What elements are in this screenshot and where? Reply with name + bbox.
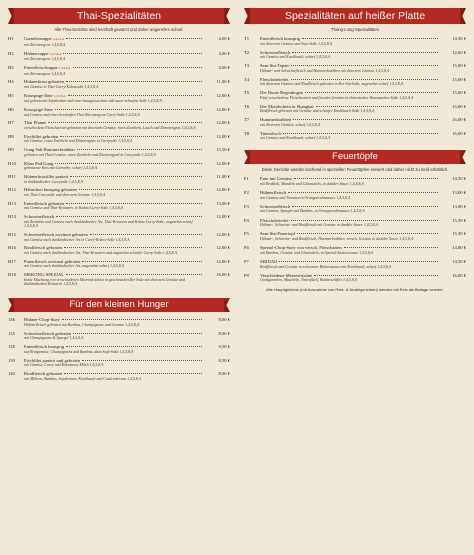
platte-intro: Thang-Long-Spezialitäten bbox=[331, 27, 379, 32]
item-name: Schweinefleisch bbox=[24, 214, 55, 220]
menu-item-row bbox=[244, 131, 466, 137]
item-description: mit Zitronengras 1,4,5,8,A bbox=[24, 42, 66, 47]
menu-item bbox=[8, 232, 230, 242]
item-price: 15,00 € bbox=[452, 63, 466, 69]
item-price: 14,50 € bbox=[452, 36, 466, 42]
leader-dots bbox=[291, 65, 438, 66]
item-price: 11,00 € bbox=[216, 173, 230, 179]
item-price: 15,00 € bbox=[452, 103, 466, 109]
item-allergen-mark: 1,4,5,8,A bbox=[52, 37, 65, 42]
menu-item bbox=[8, 245, 230, 255]
item-code: F3 bbox=[244, 203, 249, 209]
item-price: 16,00 € bbox=[452, 130, 466, 136]
menu-item-row bbox=[8, 245, 230, 251]
item-name: Hühnersuppe bbox=[24, 50, 49, 56]
item-price: 12,00 € bbox=[216, 133, 230, 139]
item-description: in thailändischer Currysoße 1,4,5,8,A bbox=[24, 179, 83, 184]
item-price: 9,50 € bbox=[218, 344, 230, 350]
item-description: mit Zwiebeln und Gemüse nach thailändischer Art, Thai-Kräutern und Kokos-Curry-Soße, angenehm scharf 1,4,5,8,A bbox=[24, 219, 193, 229]
item-price: 15,50 € bbox=[216, 147, 230, 153]
menu-item bbox=[244, 104, 466, 114]
item-name: Fleischdreierlei bbox=[260, 76, 289, 82]
menu-item-row bbox=[8, 371, 230, 377]
item-price: 4,00 € bbox=[218, 36, 230, 42]
item-description: Großgarnelen, Muscheln, Tintenfisch, Rotbarschfilet 1,4,5,8,A bbox=[260, 278, 358, 283]
menu-item-row bbox=[244, 273, 466, 279]
item-allergen-mark: 1,4,5,8,A bbox=[58, 65, 71, 70]
leader-dots bbox=[64, 247, 202, 248]
menu-item-row bbox=[8, 259, 230, 265]
item-code: H6 bbox=[8, 107, 14, 113]
menu-item bbox=[244, 63, 466, 73]
item-price: 14,50 € bbox=[452, 176, 466, 182]
leader-dots bbox=[66, 38, 202, 39]
thai-items-list bbox=[8, 36, 230, 287]
item-code: 138 bbox=[8, 344, 15, 350]
leader-dots bbox=[297, 233, 438, 234]
item-price: 12,00 € bbox=[216, 187, 230, 193]
feuer-intro: Diese Gerichte werden kochend in speziellen Feuertöpfen serviert und daher nicht zu heiß erhältlich. bbox=[261, 167, 449, 173]
item-name: Entenfleisch knusprig bbox=[260, 36, 301, 42]
item-price: 12,00 € bbox=[216, 120, 230, 126]
menu-item-row bbox=[8, 65, 230, 72]
item-price: 12,00 € bbox=[216, 232, 230, 238]
leader-dots bbox=[62, 319, 202, 320]
leader-dots bbox=[90, 234, 202, 235]
item-name: Hähnchen knusprig gebraten bbox=[24, 187, 77, 193]
menu-item bbox=[244, 204, 466, 214]
menu-item-row bbox=[8, 344, 230, 350]
item-name: Hummerkrabben bbox=[260, 117, 292, 123]
menu-item-row bbox=[244, 77, 466, 83]
item-price: 15,50 € bbox=[452, 217, 466, 223]
item-price: 16,00 € bbox=[216, 272, 230, 278]
item-price: 4,00 € bbox=[218, 50, 230, 56]
item-description: mit Thai-Currysoße und diversem Gemüse 1,4,5,8,A bbox=[24, 192, 106, 197]
item-code: F8 bbox=[244, 272, 249, 278]
platte-section bbox=[244, 8, 466, 141]
item-code: F4 bbox=[244, 217, 249, 223]
menu-item bbox=[8, 93, 230, 104]
item-description: mit Möhren, Bambus, Sojakeimen, Knoblauch und Cashewkernen 1,4,5,8,A bbox=[24, 377, 142, 382]
item-code: T1 bbox=[244, 36, 250, 42]
menu-item-row bbox=[8, 317, 230, 323]
item-price: 4,00 € bbox=[218, 64, 230, 70]
item-name: Schweinefleisch zweimal gebraten bbox=[24, 232, 88, 238]
item-name: Entenfleischsuppe bbox=[24, 64, 58, 70]
item-description: mit Champignons & Spargel 1,4,5,8,A bbox=[24, 336, 84, 341]
item-name: Schweinefleisch bbox=[260, 49, 291, 55]
leader-dots bbox=[302, 38, 438, 39]
leader-dots bbox=[279, 261, 438, 262]
item-price: 8,50 € bbox=[218, 357, 230, 363]
item-name: Verschiedene Meeresfrüchte bbox=[260, 272, 313, 278]
item-description: mit Gemüse und Tomaten in Orangenrahmsauce 1,4,5,8,A bbox=[260, 195, 351, 200]
item-code: H15 bbox=[8, 232, 16, 238]
leader-dots bbox=[55, 163, 202, 164]
item-price: 12,00 € bbox=[216, 245, 230, 251]
menu-item-row bbox=[8, 93, 230, 100]
leader-dots bbox=[63, 53, 202, 54]
item-price: 13,00 € bbox=[452, 203, 466, 209]
menu-item bbox=[8, 79, 230, 89]
menu-item bbox=[8, 317, 230, 327]
item-code: T4 bbox=[244, 76, 250, 82]
item-description: mit Gemüse und Knoblauch, scharf 1,4,5,8,A bbox=[260, 136, 331, 141]
leader-dots bbox=[66, 346, 202, 347]
item-price: 16,00 € bbox=[452, 272, 466, 278]
feuer-section bbox=[244, 150, 466, 283]
leader-dots bbox=[344, 247, 438, 248]
item-description: mit Gemüse in Thai-Curry-Kokossoße 1,4,5,8,A bbox=[24, 84, 99, 89]
item-code: H16 bbox=[8, 245, 16, 251]
leader-dots bbox=[66, 203, 202, 204]
leader-dots bbox=[82, 360, 202, 361]
menu-item bbox=[244, 190, 466, 200]
leader-dots bbox=[292, 52, 438, 53]
item-description: bunte Mischung von verschiedenen Meeresfrüchten in geschmackvoller Soße mit diversem Gemüse und thailändischen Kräutern 1,4,5,8,A bbox=[24, 277, 185, 287]
menu-item-row bbox=[244, 259, 466, 265]
item-description: mit Zitronengras 1,4,5,8,A bbox=[24, 57, 66, 62]
menu-item-row bbox=[244, 90, 466, 96]
item-name: SHIJIAO bbox=[260, 258, 278, 264]
menu-item-row bbox=[244, 63, 466, 69]
leader-dots bbox=[66, 274, 202, 275]
item-code: T8 bbox=[244, 130, 250, 136]
item-name: Schweinefleisch gebraten bbox=[24, 330, 72, 336]
item-description: mit Bambus, Gemüse und Glasnudeln, in Spezial-Austernsauce 1,4,5,8,A bbox=[260, 250, 374, 255]
item-description: auf Bratgemüse, Champignons und Bambus, dazu Soja-Soße 1,4,5,8,A bbox=[24, 349, 134, 354]
item-description: mit Gemüse, Curry und Kokosnuss-Milch 1,4,5,8,A bbox=[24, 363, 104, 368]
item-name: Gung Sab Hummerkrabben bbox=[24, 147, 75, 153]
item-code: T7 bbox=[244, 117, 250, 123]
item-name: Fleischdreierlei bbox=[260, 217, 289, 223]
menu-item-row bbox=[8, 358, 230, 364]
leader-dots bbox=[82, 261, 202, 262]
item-name: Putenfleisch zweimal gebraten bbox=[24, 258, 81, 264]
item-name: Fischfilet gebraten bbox=[24, 133, 59, 139]
item-code: 139 bbox=[8, 357, 15, 363]
menu-item-row bbox=[8, 51, 230, 58]
menu-item-row bbox=[8, 331, 230, 337]
item-description: mit Gemüse, Spargel und Bambus, in Orangenrahmsauce 1,4,5,8,A bbox=[260, 209, 365, 214]
item-description: mit diversem Gemüse und Soja-Soße 1,4,5,8,A bbox=[260, 41, 333, 46]
item-price: 12,00 € bbox=[216, 214, 230, 220]
item-code: H8 bbox=[8, 133, 14, 139]
leader-dots bbox=[55, 109, 202, 110]
item-description: mit Gemüse nach thailändischer Art, angenehm scharf 1,4,5,8,A bbox=[24, 264, 124, 269]
leader-dots bbox=[283, 133, 438, 134]
menu-item bbox=[244, 90, 466, 100]
item-code: H5 bbox=[8, 92, 14, 98]
item-description: Hühner-, Schweine- und Rindfleisch mit Gemüse in dunkler Sauce 1,4,5,8,A bbox=[260, 223, 378, 228]
leader-dots bbox=[291, 79, 438, 80]
leader-dots bbox=[293, 119, 438, 120]
item-code: F7 bbox=[244, 258, 249, 264]
item-price: 11,00 € bbox=[216, 79, 230, 85]
item-price: 12,00 € bbox=[216, 258, 230, 264]
leader-dots bbox=[79, 189, 202, 190]
item-price: 13,00 € bbox=[452, 190, 466, 196]
item-name: Hühnerbrust gebraten bbox=[24, 79, 64, 85]
menu-item bbox=[8, 65, 230, 76]
menu-item-row bbox=[8, 174, 230, 180]
menu-item-row bbox=[244, 104, 466, 110]
menu-item-row bbox=[8, 161, 230, 167]
menu-item bbox=[244, 117, 466, 127]
menu-item bbox=[244, 77, 466, 87]
item-name: Schweinefleisch bbox=[260, 203, 291, 209]
item-name: Tintenfisch bbox=[260, 130, 281, 136]
menu-item-row bbox=[8, 187, 230, 193]
leader-dots bbox=[292, 206, 438, 207]
item-description: mit Zitronengras 1,4,5,8,A bbox=[24, 71, 66, 76]
item-name: Knusprige Ente bbox=[24, 107, 53, 113]
menu-item bbox=[8, 259, 230, 269]
item-code: H10 bbox=[8, 160, 16, 166]
item-description: mit Gemüse und Knoblauch, scharf 1,4,5,8,A bbox=[260, 55, 331, 60]
item-code: T6 bbox=[244, 103, 250, 109]
item-description: mit Brokkoli, Mandeln und Glasnudeln, in dunkler Sauce 1,4,5,8,A bbox=[260, 181, 364, 186]
item-name: Entenfleisch knusprig bbox=[24, 344, 65, 350]
item-description: mit Gemüse nach thailändischer Art, Thai-Kräutern und angenehm scharfer Curry-Soße 1,4,5,8,A bbox=[24, 251, 177, 256]
menu-item-row bbox=[244, 190, 466, 196]
menu-item-row bbox=[244, 117, 466, 123]
item-name: Thai Pfanne bbox=[24, 120, 47, 126]
item-code: H7 bbox=[8, 120, 14, 126]
leader-dots bbox=[64, 373, 202, 374]
item-name: Garnelensuppe bbox=[24, 36, 52, 42]
leader-dots bbox=[56, 216, 202, 217]
footnote: Alle Hauptgerichte (mit Ausnahme von Reis- & Nudelgerichten) werden mit Reis als Beilage serviert. bbox=[266, 286, 444, 292]
menu-item bbox=[244, 218, 466, 228]
menu-item bbox=[8, 120, 230, 130]
item-code: H9 bbox=[8, 147, 14, 153]
item-code: H11 bbox=[8, 173, 16, 179]
item-price: 14,00 € bbox=[452, 245, 466, 251]
hunger-section bbox=[8, 298, 230, 382]
item-price: 12,00 € bbox=[216, 160, 230, 166]
item-price: 16,00 € bbox=[452, 117, 466, 123]
menu-item bbox=[244, 36, 466, 46]
item-name: Khao Pad Gung bbox=[24, 160, 54, 166]
item-name: Rindfleisch gebraten bbox=[24, 371, 63, 377]
platte-title: Spezialitäten auf heißer Platte bbox=[250, 8, 460, 24]
menu-item bbox=[8, 174, 230, 184]
item-description: auf Gemüse und einer herzhaften Thai-Zitronengras-Curry-Soße 1,4,5,8,A bbox=[24, 112, 140, 117]
item-name: Ente mit Gemüse bbox=[260, 176, 292, 182]
menu-item bbox=[8, 331, 230, 341]
item-code: H2 bbox=[8, 50, 14, 56]
leader-dots bbox=[73, 67, 202, 68]
leader-dots bbox=[70, 176, 202, 177]
menu-item bbox=[8, 371, 230, 381]
thai-section bbox=[8, 8, 230, 287]
menu-item bbox=[8, 214, 230, 229]
right-column bbox=[244, 8, 466, 292]
leader-dots bbox=[291, 220, 438, 221]
menu-item-row bbox=[244, 36, 466, 42]
item-description: mit Gemüse nach thailändischer Art in Curry-Kokos-Soße 1,4,5,8,A bbox=[24, 237, 130, 242]
feuer-items-list bbox=[244, 176, 466, 283]
leader-dots bbox=[66, 81, 202, 82]
hunger-items-list bbox=[8, 317, 230, 382]
item-code: H1 bbox=[8, 36, 14, 42]
item-name: Hühnerfleisch bbox=[260, 190, 287, 196]
item-price: 15,00 € bbox=[452, 90, 466, 96]
menu-item bbox=[244, 273, 466, 283]
menu-item bbox=[8, 36, 230, 47]
item-description: mit Gemüse, roten Zwiebeln und Zitronengras in Currysoße 1,4,5,8,A bbox=[24, 139, 133, 144]
menu-item-row bbox=[8, 36, 230, 43]
leader-dots bbox=[77, 149, 202, 150]
item-code: T2 bbox=[244, 49, 250, 55]
item-name: Fischfilet paniert und gebraten bbox=[24, 357, 81, 363]
menu-item bbox=[8, 272, 230, 287]
item-code: F2 bbox=[244, 190, 249, 196]
item-name: Der Mondschein in Shanghai bbox=[260, 103, 314, 109]
menu-item-row bbox=[8, 120, 230, 126]
menu-item bbox=[244, 50, 466, 60]
item-price: 8,00 € bbox=[218, 371, 230, 377]
leader-dots bbox=[314, 275, 438, 276]
thai-intro: Alle Thai-Gerichte sind herzhaft gewürzt und daher angenehm scharf. bbox=[54, 27, 184, 32]
menu-item-row bbox=[244, 245, 466, 251]
leader-dots bbox=[294, 178, 438, 179]
item-description: gebratener Reis mit Garnelen, scharf 1,4,5,8,A bbox=[24, 166, 98, 171]
menu-item-row bbox=[244, 176, 466, 182]
item-description: Hühner-, Schweine- und Rindfleisch, Hummerkrabben, versch. Gemüse in dunkler Sauce 1,4,5,8,A bbox=[260, 237, 414, 241]
item-description: auf gebratenen Sojakeimen und einer hausgemachten süß-sauer-scharfen Soße 1,4,5,8,A bbox=[24, 99, 162, 104]
item-code: F6 bbox=[244, 245, 249, 251]
item-code: 136 bbox=[8, 317, 15, 323]
menu-item bbox=[8, 358, 230, 368]
item-description: mit Gemüse und Thai-Kräutern, in Kokos-Curry-Soße 1,4,5,8,A bbox=[24, 206, 124, 211]
leader-dots bbox=[48, 122, 202, 123]
menu-item bbox=[8, 51, 230, 62]
menu-item bbox=[8, 161, 230, 171]
item-price: 8,00 € bbox=[218, 330, 230, 336]
item-code: T3 bbox=[244, 63, 250, 69]
leader-dots bbox=[305, 92, 438, 93]
item-name: Sam-Sin-Tepan bbox=[260, 63, 289, 69]
menu-item-row bbox=[8, 107, 230, 113]
item-code: H13 bbox=[8, 200, 16, 206]
item-price: 15,50 € bbox=[452, 231, 466, 237]
menu-item-row bbox=[8, 232, 230, 238]
leader-dots bbox=[68, 95, 202, 96]
item-code: 135 bbox=[8, 330, 15, 336]
feuer-title: Feuertöpfe bbox=[250, 150, 460, 164]
item-description: gebraten mit Thai-Gemüse, roten Zwiebeln und Zitronengrad in Currysoße 1,4,5,8,A bbox=[24, 152, 156, 157]
platte-items-list bbox=[244, 36, 466, 141]
left-column bbox=[8, 8, 230, 385]
item-name: Hühnerbrustfilet paniert bbox=[24, 173, 69, 179]
item-code: H3 bbox=[8, 64, 14, 70]
item-name: Spezial-Chop-Suey von versch. Fleischarten bbox=[260, 245, 342, 251]
menu-item bbox=[8, 134, 230, 144]
leader-dots bbox=[60, 136, 202, 137]
item-code: H14 bbox=[8, 214, 16, 220]
item-price: 12,00 € bbox=[216, 92, 230, 98]
item-description: mit diversem Gemüse und Rindfleisch gebraten in Hoi-Sin-Soße, angenehm scharf 1,4,5,8,A bbox=[260, 82, 404, 87]
item-price: 14,50 € bbox=[452, 258, 466, 264]
menu-item bbox=[8, 187, 230, 197]
item-code: F5 bbox=[244, 231, 249, 237]
item-code: F1 bbox=[244, 176, 249, 182]
menu-item bbox=[244, 245, 466, 255]
menu-item-row bbox=[8, 201, 230, 207]
hunger-title: Für den kleinen Hunger bbox=[14, 298, 224, 312]
item-name: Entenfleisch gebraten bbox=[24, 200, 64, 206]
item-price: 12,00 € bbox=[452, 49, 466, 55]
item-code: H4 bbox=[8, 79, 14, 85]
menu-item-row bbox=[244, 50, 466, 56]
item-price: 15,00 € bbox=[452, 76, 466, 82]
item-description: Rindfleisch gebraten mit Gemüse und scharfer Knoblauch-Soße 1,4,5,8,A bbox=[260, 109, 375, 114]
item-name: MEKONG-SPEZIAL bbox=[24, 272, 65, 278]
item-description: Hühner- und Schweinefleisch und Hummerkrabben mit diversem Gemüse 1,4,5,8,A bbox=[260, 68, 390, 73]
leader-dots bbox=[288, 192, 438, 193]
item-code: 140 bbox=[8, 371, 15, 377]
leader-dots bbox=[316, 106, 438, 107]
item-name: Hühner-Chop-Suey bbox=[24, 317, 60, 323]
menu-item bbox=[8, 107, 230, 117]
menu-item-row bbox=[8, 214, 230, 220]
menu-item bbox=[244, 231, 466, 241]
item-allergen-mark: 1,4,5,8,A bbox=[49, 51, 62, 56]
item-description: mit diversem Gemüse, scharf 1,4,5,8,A bbox=[260, 122, 321, 127]
menu-item bbox=[8, 201, 230, 211]
menu-item bbox=[244, 131, 466, 141]
thai-title: Thai-Spezialitäten bbox=[14, 8, 224, 24]
item-name: Der Bunte Regenbogen bbox=[260, 90, 304, 96]
item-description: Hühnerfleisch gebraten mit Bambus, Champignons und Gemüse 1,4,5,8,A bbox=[24, 322, 140, 327]
item-description: Fünf verschiedene Fleischsorten und frisches Gemüse in chinesischer Hausmacher-Soße 1,4,5,8,A bbox=[260, 95, 414, 100]
menu-item-row bbox=[8, 272, 230, 278]
item-code: T5 bbox=[244, 90, 250, 96]
item-code: H12 bbox=[8, 187, 16, 193]
menu-item-row bbox=[244, 231, 466, 237]
menu-item bbox=[244, 176, 466, 186]
menu-item-row bbox=[8, 147, 230, 153]
menu-item bbox=[8, 344, 230, 354]
item-description: Rindfleisch und Gemüse in schwarzer Bohnensauce mit Knoblauch, scharf 1,4,5,8,A bbox=[260, 264, 392, 269]
menu-item bbox=[8, 147, 230, 157]
leader-dots bbox=[73, 333, 202, 334]
menu-item-row bbox=[244, 218, 466, 224]
menu-item-row bbox=[8, 134, 230, 140]
menu-item-row bbox=[244, 204, 466, 210]
item-name: Knusprige Ente bbox=[24, 92, 53, 98]
item-code: H17 bbox=[8, 258, 16, 264]
item-price: 13,00 € bbox=[216, 200, 230, 206]
item-allergen-mark: 1,4,5,8,A bbox=[53, 93, 66, 98]
item-price: 12,00 € bbox=[216, 107, 230, 113]
menu-item bbox=[244, 259, 466, 269]
menu-item-row bbox=[8, 79, 230, 85]
item-name: Rindfleisch gebraten bbox=[24, 245, 63, 251]
item-name: Sam-Sin-Feuertopf bbox=[260, 231, 296, 237]
item-code: H18 bbox=[8, 272, 16, 278]
item-description: verschiedene Fleischsorten gebraten mit diversem Gemüse, roten Zwiebeln, Lauch und Zitronengras 1,4,5,8,A bbox=[24, 126, 196, 131]
item-price: 8,00 € bbox=[218, 317, 230, 323]
